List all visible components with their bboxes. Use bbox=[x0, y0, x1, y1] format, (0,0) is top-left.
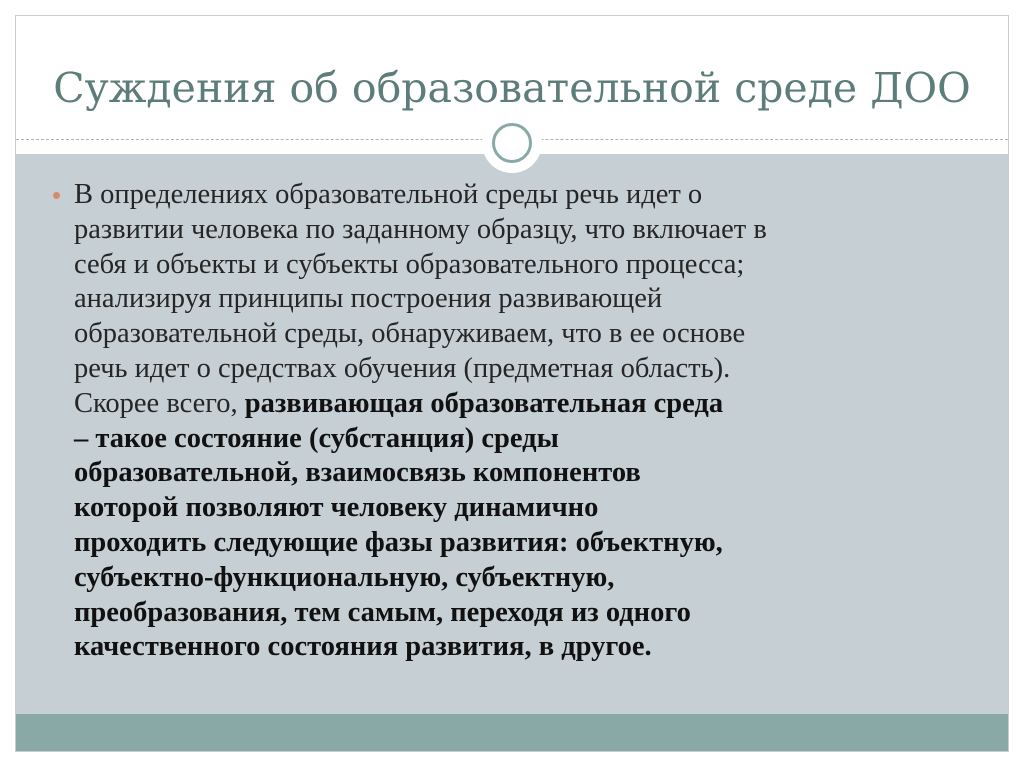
paragraph-line: анализируя принципы построения развивающей bbox=[74, 283, 663, 315]
paragraph-bold-text: качественного состояния развития, в другое. bbox=[74, 631, 652, 663]
paragraph-line: развитии человека по заданному образцу, что включает в bbox=[74, 213, 767, 245]
paragraph-bold-text: развивающая образовательная среда bbox=[244, 387, 724, 419]
slide-title: Суждения об образовательной среде ДОО bbox=[53, 64, 971, 112]
circle-ornament-icon bbox=[482, 113, 542, 173]
body-paragraph bbox=[74, 178, 989, 665]
bullet-dot-icon bbox=[53, 192, 60, 199]
ring-shape bbox=[492, 123, 532, 163]
paragraph-bold-text: преобразования, тем самым, переходя из одного bbox=[74, 596, 691, 628]
paragraph-line: себя и объекты и субъекты образовательного процесса; bbox=[74, 248, 745, 280]
paragraph-bold-line bbox=[74, 491, 989, 526]
paragraph-bold-text: – такое состояние (субстанция) среды bbox=[74, 422, 559, 454]
paragraph-bold-line bbox=[74, 526, 989, 561]
paragraph-bold-text: проходить следующие фазы развития: объектную, bbox=[74, 526, 723, 558]
paragraph-line: В определениях образовательной среды речь идет о bbox=[74, 179, 703, 210]
paragraph-bold-line bbox=[74, 422, 989, 457]
paragraph-line: речь идет о средствах обучения (предметная область). bbox=[74, 352, 731, 384]
paragraph-bold-text: которой позволяют человеку динамично bbox=[74, 492, 599, 524]
paragraph-line: образовательной среды, обнаруживаем, что в ее основе bbox=[74, 318, 746, 350]
paragraph-bold-line bbox=[74, 456, 989, 491]
paragraph-bold-text: образовательной, взаимосвязь компонентов bbox=[74, 457, 641, 489]
paragraph-bold-line bbox=[74, 630, 989, 665]
paragraph-text: Скорее всего, bbox=[74, 387, 245, 419]
paragraph-bold-line bbox=[74, 596, 989, 631]
paragraph-line-mixed bbox=[74, 387, 989, 422]
paragraph-bold-line bbox=[74, 561, 989, 596]
paragraph-bold-text: субъектно-функциональную, субъектную, bbox=[74, 561, 615, 593]
